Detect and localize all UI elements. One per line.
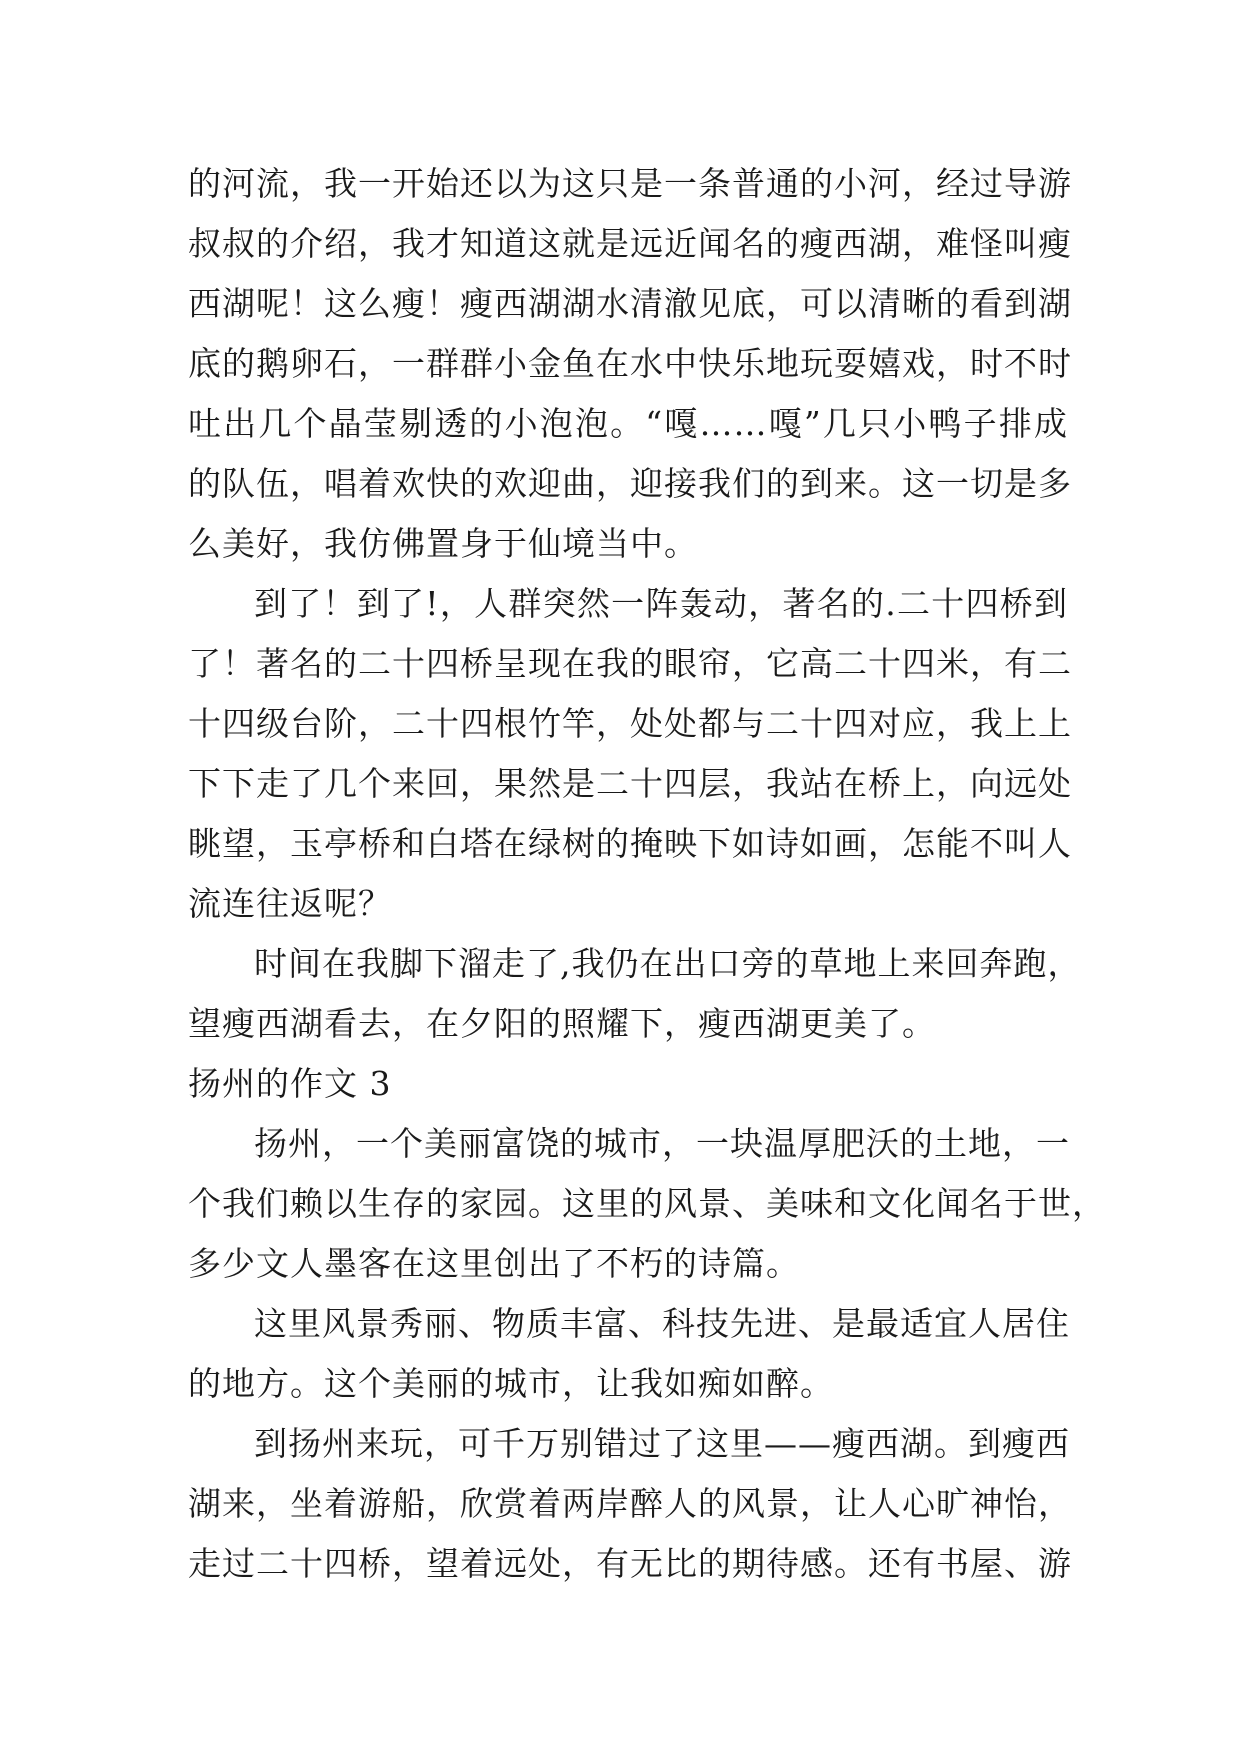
text-line: 流连往返呢？ — [188, 884, 392, 923]
text-line: 的队伍，唱着欢快的欢迎曲，迎接我们的到来。这一切是多 — [188, 464, 1072, 503]
paragraph-twenty-four-bridge — [188, 574, 1072, 934]
paragraph-yangzhou-intro — [188, 1114, 1106, 1294]
text-line: 望瘦西湖看去，在夕阳的照耀下，瘦西湖更美了。 — [188, 1004, 936, 1043]
document-page — [188, 154, 1106, 1594]
text-line: 么美好，我仿佛置身于仙境当中。 — [188, 524, 698, 563]
text-line: 的河流，我一开始还以为这只是一条普通的小河，经过导游 — [188, 164, 1072, 203]
text-line: 眺望，玉亭桥和白塔在绿树的掩映下如诗如画，怎能不叫人 — [188, 824, 1072, 863]
text-line: 多少文人墨客在这里创出了不朽的诗篇。 — [188, 1244, 800, 1283]
paragraph-slender-west-lake — [188, 1414, 1072, 1594]
text-line: 西湖呢！这么瘦！瘦西湖湖水清澈见底，可以清晰的看到湖 — [188, 284, 1072, 323]
text-line: 个我们赖以生存的家园。这里的风景、美味和文化闻名于世， — [188, 1184, 1106, 1223]
text-line: 了！著名的二十四桥呈现在我的眼帘，它高二十四米，有二 — [188, 644, 1072, 683]
text-line: 十四级台阶，二十四根竹竿，处处都与二十四对应，我上上 — [188, 704, 1072, 743]
paragraph-sunset — [188, 934, 1082, 1054]
essay-heading: 扬州的作文 3 — [188, 1064, 392, 1103]
text-line: 时间在我脚下溜走了,我仍在出口旁的草地上来回奔跑， — [254, 944, 1082, 983]
text-line: 到扬州来玩，可千万别错过了这里——瘦西湖。到瘦西 — [254, 1424, 1070, 1463]
paragraph-lake-description — [188, 154, 1072, 574]
text-line: 走过二十四桥，望着远处，有无比的期待感。还有书屋、游 — [188, 1544, 1072, 1583]
text-line: 湖来，坐着游船，欣赏着两岸醉人的风景，让人心旷神怡， — [188, 1484, 1072, 1523]
text-line: 下下走了几个来回，果然是二十四层，我站在桥上，向远处 — [188, 764, 1072, 803]
text-line: 的地方。这个美丽的城市，让我如痴如醉。 — [188, 1364, 834, 1403]
paragraph-scenery — [188, 1294, 1068, 1414]
text-line: 这里风景秀丽、物质丰富、科技先进、是最适宜人居住 — [254, 1304, 1070, 1343]
text-line: 扬州，一个美丽富饶的城市，一块温厚肥沃的土地，一 — [254, 1124, 1070, 1163]
text-line: 到了！到了!，人群突然一阵轰动，著名的.二十四桥到 — [254, 584, 1068, 623]
text-line: 叔叔的介绍，我才知道这就是远近闻名的瘦西湖，难怪叫瘦 — [188, 224, 1072, 263]
text-line: 底的鹅卵石，一群群小金鱼在水中快乐地玩耍嬉戏，时不时 — [188, 344, 1072, 383]
text-line: 吐出几个晶莹剔透的小泡泡。“嘎……嘎”几只小鸭子排成 — [188, 404, 1068, 443]
